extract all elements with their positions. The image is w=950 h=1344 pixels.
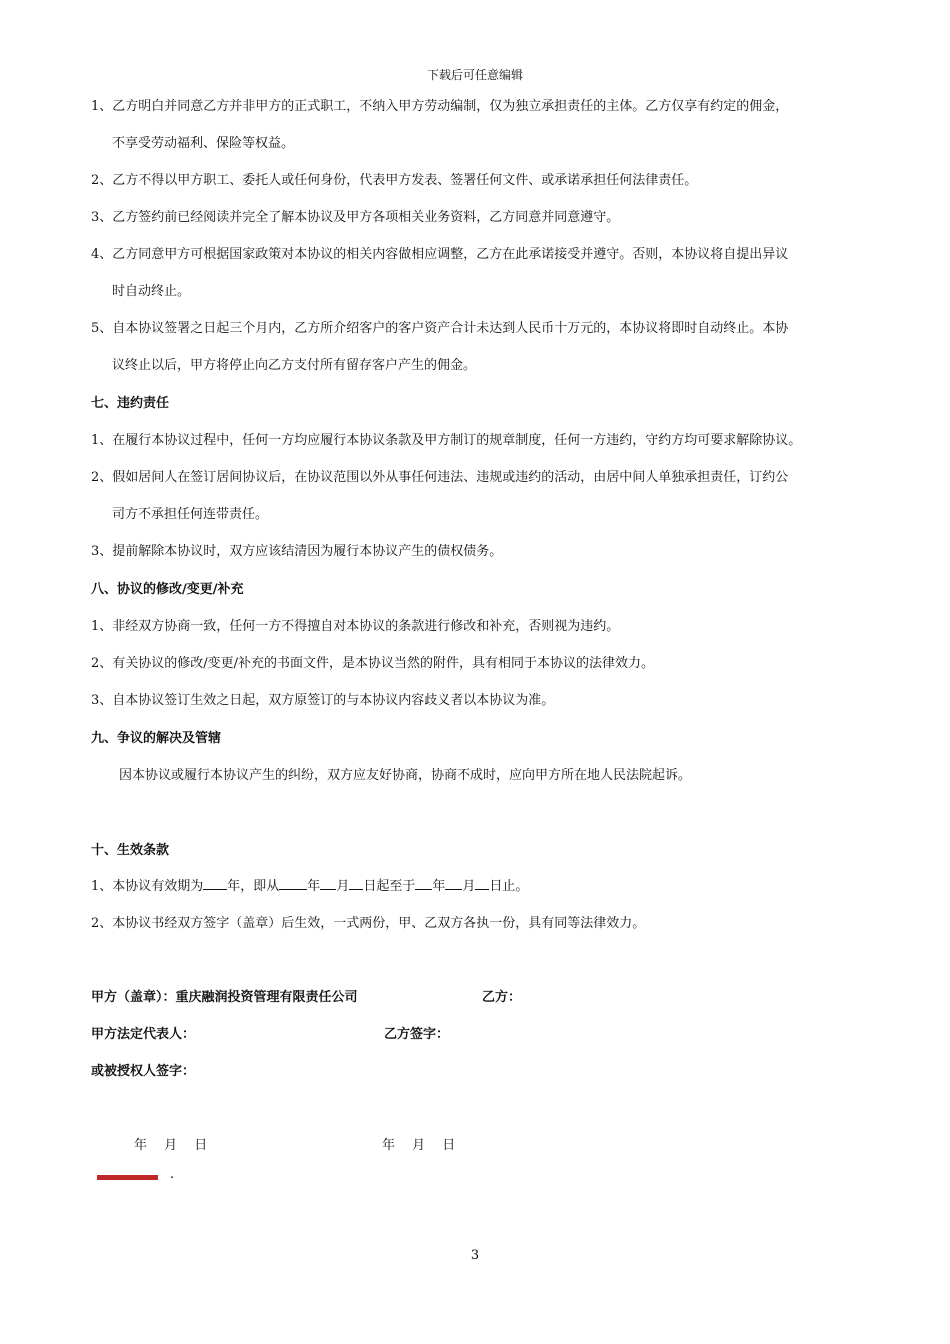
clause-6-3: 3、乙方签约前已经阅读并完全了解本协议及甲方各项相关业务资料，乙方同意并同意遵守。	[91, 210, 620, 225]
clause-7-2-line1: 2、假如居间人在签订居间协议后，在协议范围以外从事任何违法、违规或违约的活动，由居中间人单独承担责任，订约公	[91, 470, 789, 485]
clause-10-1-text-d: 月	[336, 879, 350, 894]
clause-10-1-text-f: 年	[432, 879, 446, 894]
party-b-label: 乙方：	[482, 990, 522, 1005]
party-b-date: 年 月 日	[382, 1138, 456, 1153]
blank-end-year	[415, 876, 432, 890]
section-9-text: 因本协议或履行本协议产生的纠纷，双方应友好协商，协商不成时，应向甲方所在地人民法院起诉。	[119, 768, 692, 783]
page-header: 下载后可任意编辑	[426, 68, 523, 82]
clause-6-4-line2: 时自动终止。	[112, 284, 191, 299]
party-a-representative-label: 甲方法定代表人：	[91, 1027, 196, 1042]
clause-7-1: 1、在履行本协议过程中，任何一方均应履行本协议条款及甲方制订的规章制度，任何一方违约，守约方均可要求解除协议。	[91, 433, 802, 448]
blank-start-year	[279, 876, 307, 890]
clause-6-4-line1: 4、乙方同意甲方可根据国家政策对本协议的相关内容做相应调整，乙方在此承诺接受并遵守。否则，本协议将自提出异议	[91, 247, 789, 262]
clause-7-2-line2: 司方不承担任何连带责任。	[112, 507, 269, 522]
clause-10-1-text-a: 1、本协议有效期为	[91, 879, 204, 894]
clause-10-2: 2、本协议书经双方签字（盖章）后生效，一式两份，甲、乙双方各执一份，具有同等法律效力。	[91, 916, 646, 931]
clause-6-5-line1: 5、自本协议签署之日起三个月内，乙方所介绍客户的客户资产合计未达到人民币十万元的，本协议将即时自动终止。本协	[91, 321, 789, 336]
party-b-signature-label: 乙方签字：	[384, 1027, 450, 1042]
party-a-seal-label: 甲方（盖章）：重庆融润投资管理有限责任公司	[91, 990, 358, 1005]
clause-10-1-text-h: 日止。	[489, 879, 529, 894]
section-7-heading: 七、违约责任	[91, 396, 170, 411]
clause-6-5-line2: 议终止以后，甲方将停止向乙方支付所有留存客户产生的佣金。	[112, 358, 477, 373]
clause-8-1: 1、非经双方协商一致，任何一方不得擅自对本协议的条款进行修改和补充，否则视为违约。	[91, 619, 620, 634]
clause-6-1-line2: 不享受劳动福利、保险等权益。	[112, 136, 295, 151]
red-seal-mark	[97, 1175, 158, 1180]
clause-10-1-text-b: 年，即从	[227, 879, 280, 894]
section-10-heading: 十、生效条款	[91, 843, 170, 858]
blank-start-month	[320, 876, 336, 890]
stray-dot: .	[170, 1167, 175, 1182]
clause-6-2: 2、乙方不得以甲方职工、委托人或任何身份，代表甲方发表、签署任何文件、或承诺承担任何法律责任。	[91, 173, 698, 188]
clause-8-3: 3、自本协议签订生效之日起，双方原签订的与本协议内容歧义者以本协议为准。	[91, 693, 555, 708]
section-9-heading: 九、争议的解决及管辖	[91, 731, 222, 746]
blank-years	[203, 876, 227, 890]
clause-10-1	[91, 868, 869, 905]
clause-6-1-line1: 1、乙方明白并同意乙方并非甲方的正式职工，不纳入甲方劳动编制，仅为独立承担责任的主体。乙方仅享有约定的佣金，	[91, 99, 789, 114]
clause-10-1-text-e: 日起至于	[363, 879, 416, 894]
authorized-signature-label: 或被授权人签字：	[91, 1064, 196, 1079]
blank-end-day	[475, 876, 489, 890]
clause-10-1-text-c: 年	[307, 879, 321, 894]
blank-start-day	[349, 876, 363, 890]
section-8-heading: 八、协议的修改/变更/补充	[91, 582, 244, 597]
clause-7-3: 3、提前解除本协议时，双方应该结清因为履行本协议产生的债权债务。	[91, 544, 503, 559]
blank-end-month	[445, 876, 462, 890]
party-a-date: 年 月 日	[134, 1138, 208, 1153]
clause-8-2: 2、有关协议的修改/变更/补充的书面文件，是本协议当然的附件，具有相同于本协议的法律效力。	[91, 656, 655, 671]
clause-10-1-text-g: 月	[462, 879, 476, 894]
page-number: 3	[470, 1248, 480, 1263]
